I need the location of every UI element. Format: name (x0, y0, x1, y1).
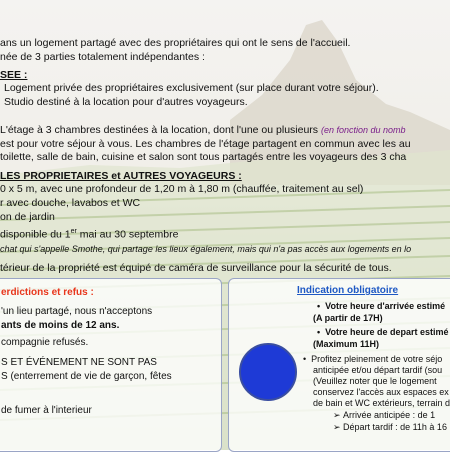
camera-note: térieur de la propriété est équipé de caméra de surveillance pour la sécurité de tous. (0, 262, 392, 274)
owners-section-heading: LES PROPRIETAIRES et AUTRES VOYAGEURS : (0, 170, 242, 182)
profit-line-1: • Profitez pleinement de votre séjo (303, 354, 443, 364)
forbidden-line-3: compagnie refusés. (1, 337, 89, 348)
owners-line-4 (0, 225, 178, 242)
blue-circle-marker (239, 343, 297, 401)
intro-line-1: ans un logement partagé avec des propriétaires qui ont le sens de l'accueil. (0, 37, 351, 49)
floor-line-1 (0, 124, 406, 137)
mandatory-title: Indication obligatoire (297, 285, 399, 296)
departure-label: • Votre heure de depart estimé (317, 327, 449, 337)
forbidden-line-2: ants de moins de 12 ans. (1, 320, 120, 331)
owners-line-2: r avec douche, lavabos et WC (0, 197, 141, 209)
forbidden-line-1: 'un lieu partagé, nous n'acceptons (1, 306, 153, 317)
owners-line-4-sup: er (70, 228, 77, 235)
departure-label-text: Votre heure de depart estimé (325, 327, 449, 337)
profit-line-4: conservez l'accès aux espaces ex (313, 387, 449, 397)
late-departure-text: Départ tardif : de 11h à 16 (343, 422, 447, 432)
profit-line-2: anticipée et/ou départ tardif (sou (313, 365, 443, 375)
late-departure: ➢ Départ tardif : de 11h à 16 (333, 422, 447, 432)
departure-value: (Maximum 11H) (313, 339, 380, 349)
floor-line-2: est pour votre séjour à vous. Les chambres de l'étage partagent en commun avec les au (0, 138, 411, 150)
owners-line-1: 0 x 5 m, avec une profondeur de 1,20 m à 1,80 m (chauffée, traitement au sel) (0, 183, 364, 195)
arrival-label: • Votre heure d'arrivée estimé (317, 301, 446, 311)
forbidden-title: erdictions et refus : (1, 287, 94, 298)
profit-line-1-text: Profitez pleinement de votre séjo (311, 354, 443, 364)
forbidden-box (0, 278, 222, 452)
owners-line-3: on de jardin (0, 211, 55, 223)
private-item-1: Logement privée des propriétaires exclusivement (sur place durant votre séjour). (4, 82, 379, 94)
forbidden-line-4: S ET ÉVÉNEMENT NE SONT PAS (1, 357, 157, 368)
early-arrival-text: Arrivée anticipée : de 1 (343, 410, 436, 420)
floor-line-1-text: L'étage à 3 chambres destinées à la location, dont l'une ou plusieurs (0, 124, 321, 136)
arrival-value: (A partir de 17H) (313, 313, 383, 323)
mandatory-box (228, 278, 450, 452)
floor-line-3: toilette, salle de bain, cuisine et salon sont tous partagés entre les voyageurs des 3 cha (0, 151, 407, 163)
owners-line-4-pre: disponible du 1 (0, 228, 71, 241)
profit-line-3: (Veuillez noter que le logement (313, 376, 437, 386)
arrival-label-text: Votre heure d'arrivée estimé (325, 301, 446, 311)
private-section-heading: SEE : (0, 69, 28, 81)
forbidden-line-6: de fumer à l'interieur (1, 405, 92, 416)
private-item-2: Studio destiné à la location pour d'autres voyageurs. (4, 96, 248, 108)
intro-line-2: née de 3 parties totalement indépendantes : (0, 51, 205, 63)
floor-line-1-note: (en fonction du nomb (320, 125, 406, 135)
forbidden-line-5: S (enterrement de vie de garçon, fêtes (1, 371, 172, 382)
cat-note: chat qui s'appelle Smothe, qui partage les lieux également, mais qui n'a pas accès aux logements en lo (0, 244, 412, 254)
early-arrival: ➢ Arrivée anticipée : de 1 (333, 410, 436, 420)
owners-line-4-post: mai au 30 septembre (76, 228, 179, 241)
profit-line-5: de bain et WC extérieurs, terrain d (313, 398, 450, 408)
